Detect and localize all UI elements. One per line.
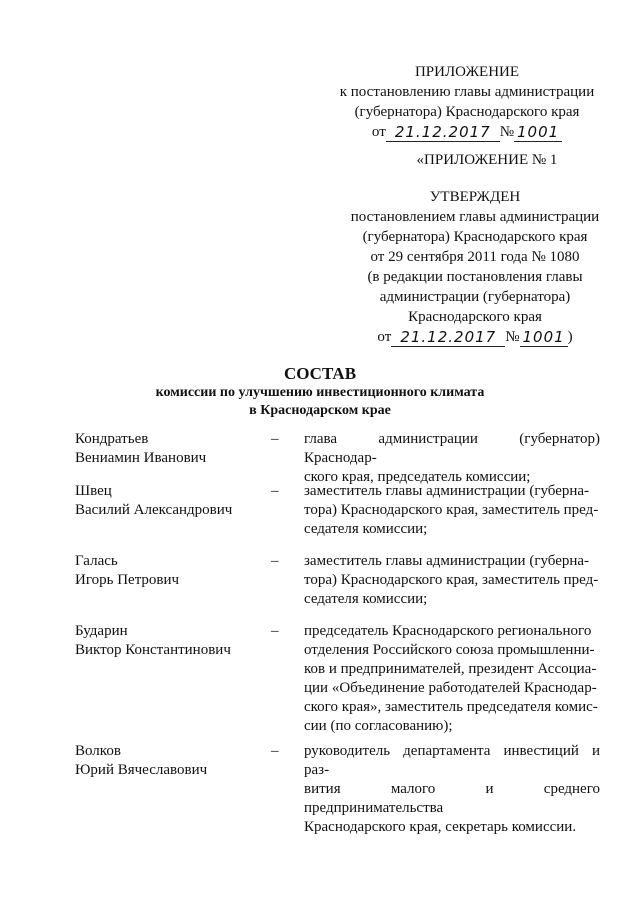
desc-line: руководитель департамента инвестиций и раз- bbox=[304, 743, 600, 778]
member-description bbox=[304, 622, 600, 736]
member-given-name: Юрий Вячеславович bbox=[75, 762, 208, 778]
date-prefix: от bbox=[371, 124, 386, 140]
desc-line: заместитель главы администрации (губерна- bbox=[304, 483, 590, 499]
appendix-title: ПРИЛОЖЕНИЕ bbox=[414, 64, 520, 80]
appendix-no1-block bbox=[372, 150, 602, 170]
desc-line: заместитель главы администрации (губерна- bbox=[304, 553, 590, 569]
member-given-name: Игорь Петрович bbox=[75, 572, 180, 588]
appendix-date-line bbox=[332, 122, 602, 142]
member-description bbox=[304, 742, 600, 837]
handwritten-date: 21.12.2017 bbox=[386, 123, 500, 142]
number-prefix: № bbox=[499, 124, 515, 140]
member-surname: Бударин bbox=[75, 623, 128, 639]
member-name bbox=[75, 482, 265, 520]
approved-title: УТВЕРЖДЕН bbox=[429, 189, 521, 205]
member-dash: – bbox=[271, 743, 279, 759]
title-subtitle-1: комиссии по улучшению инвестиционного климата bbox=[155, 385, 485, 400]
desc-line: Краснодарского края, секретарь комиссии. bbox=[304, 819, 577, 835]
appendix-line-2: (губернатора) Краснодарского края bbox=[354, 104, 580, 120]
closing-paren: ) bbox=[567, 329, 573, 345]
approved-line-3: от 29 сентября 2011 года № 1080 bbox=[370, 249, 580, 265]
title-main: СОСТАВ bbox=[283, 364, 357, 383]
document-title bbox=[120, 364, 520, 420]
member-surname: Швец bbox=[75, 483, 112, 499]
approved-line-4: (в редакции постановления главы bbox=[367, 269, 583, 285]
member-name bbox=[75, 430, 265, 468]
desc-line: седателя комиссии; bbox=[304, 591, 428, 607]
handwritten-number: 1001 bbox=[514, 123, 562, 142]
appendix-header bbox=[332, 62, 602, 142]
member-given-name: Вениамин Иванович bbox=[75, 450, 207, 466]
desc-line: отделения Российского союза промышленни- bbox=[304, 642, 595, 658]
approved-date-line bbox=[340, 327, 610, 347]
member-dash: – bbox=[271, 553, 279, 569]
member-given-name: Василий Александрович bbox=[75, 502, 233, 518]
member-dash: – bbox=[271, 431, 279, 447]
member-surname: Волков bbox=[75, 743, 121, 759]
handwritten-number: 1001 bbox=[520, 328, 568, 347]
approved-line-1: постановлением главы администрации bbox=[350, 209, 600, 225]
desc-line: ков и предпринимателей, президент Ассоциа- bbox=[304, 661, 597, 677]
member-description bbox=[304, 552, 600, 609]
desc-line: глава администрации (губернатор) Краснодар- bbox=[304, 431, 600, 466]
member-surname: Галась bbox=[75, 553, 118, 569]
approved-block bbox=[340, 187, 610, 347]
member-name bbox=[75, 742, 265, 780]
desc-line: тора) Краснодарского края, заместитель пред- bbox=[304, 502, 599, 518]
number-prefix: № bbox=[505, 329, 520, 345]
desc-line: ции «Объединение работодателей Краснодар- bbox=[304, 680, 597, 696]
member-dash: – bbox=[271, 623, 279, 639]
member-description bbox=[304, 430, 600, 487]
appendix-no1: «ПРИЛОЖЕНИЕ № 1 bbox=[416, 152, 558, 168]
desc-line: председатель Краснодарского регионального bbox=[304, 623, 592, 639]
desc-line: сии (по согласованию); bbox=[304, 718, 453, 734]
desc-line: ского края, председатель комиссии; bbox=[304, 469, 531, 485]
desc-line: тора) Краснодарского края, заместитель пред- bbox=[304, 572, 599, 588]
approved-line-6: Краснодарского края bbox=[408, 309, 542, 325]
member-given-name: Виктор Константинович bbox=[75, 642, 231, 658]
desc-line: седателя комиссии; bbox=[304, 521, 428, 537]
member-name bbox=[75, 552, 265, 590]
approved-line-2: (губернатора) Краснодарского края bbox=[362, 229, 588, 245]
handwritten-date: 21.12.2017 bbox=[391, 328, 505, 347]
desc-line: ского края», заместитель председателя комис- bbox=[304, 699, 598, 715]
member-surname: Кондратьев bbox=[75, 431, 149, 447]
desc-line: вития малого и среднего предпринимательства bbox=[304, 781, 600, 816]
title-subtitle-2: в Краснодарском крае bbox=[249, 403, 391, 418]
approved-line-5: администрации (губернатора) bbox=[379, 289, 571, 305]
member-description bbox=[304, 482, 600, 539]
member-dash: – bbox=[271, 483, 279, 499]
appendix-line-1: к постановлению главы администрации bbox=[339, 84, 595, 100]
date-prefix: от bbox=[377, 329, 392, 345]
member-name bbox=[75, 622, 265, 660]
